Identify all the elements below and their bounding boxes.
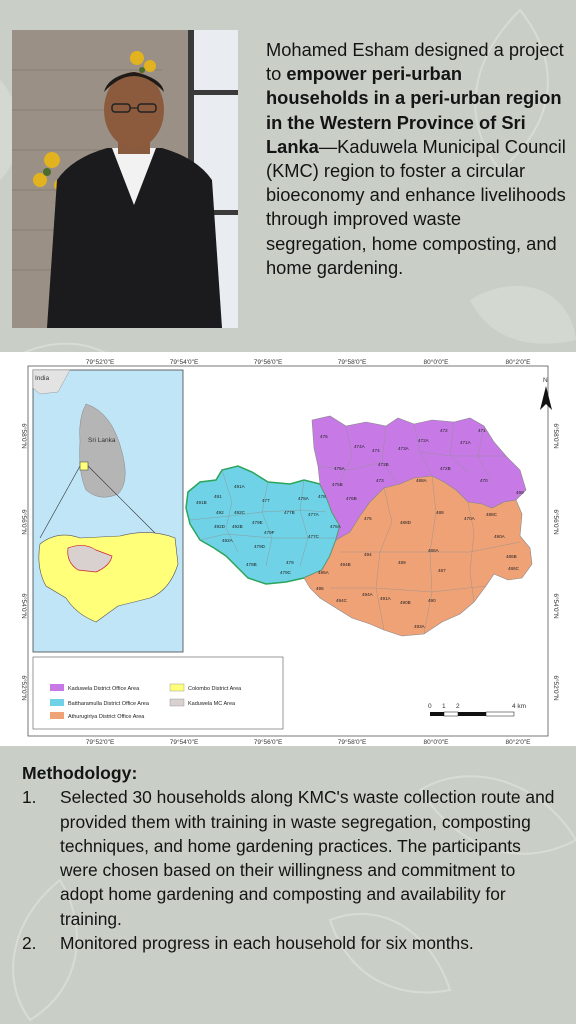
top-coord-4: 79°58'0"E (337, 359, 367, 366)
ward-label: 469 (516, 490, 524, 495)
ward-label: 492C (234, 510, 245, 515)
legend-swatch-kmc (170, 699, 184, 706)
ward-label: 486A (428, 548, 439, 553)
intro-text-end: —Kaduwela Municipal Council (KMC) region to foster a circular bioeconomy and enhance livelihoods through improved waste segregation, home composting, and home gardening. (266, 135, 566, 278)
inset-label-india: India (35, 375, 50, 382)
legend-swatch-athurugiriya (50, 712, 64, 719)
ward-label: 478B (246, 562, 257, 567)
ward-label: 475 (320, 434, 328, 439)
bottom-coord-2: 79°54'0"E (169, 739, 199, 746)
legend-athurugiriya: Athurugiriya District Office Area (68, 714, 145, 720)
ward-label: 472A (418, 438, 429, 443)
bottom-coord-3: 79°56'0"E (253, 739, 283, 746)
methodology-title: Methodology: (22, 763, 138, 783)
ward-label: 493A (414, 624, 425, 629)
methodology-item-text: Selected 30 households along KMC's waste collection route and provided them with training in waste segregation, composting techniques, and home gardening practices. The participants were chosen based on their willingness and commitment to adopt home gardening and composting and availability for training. (60, 787, 555, 929)
right-coord-2: 6°56'0"N (552, 509, 559, 535)
ward-label: 479E (252, 520, 263, 525)
north-label: N (543, 377, 548, 384)
ward-label: 491A (380, 596, 391, 601)
ward-label: 476 (364, 516, 372, 521)
ward-label: 492D (214, 524, 225, 529)
ward-label: 478A (298, 496, 309, 501)
inset-label-srilanka: Sri Lanka (88, 437, 116, 444)
methodology-item-text: Monitored progress in each household for six months. (60, 933, 474, 954)
ward-label: 486B (506, 554, 517, 559)
ward-label: 477B (284, 510, 295, 515)
ward-label: 491B (196, 500, 207, 505)
inset-map (33, 370, 183, 652)
ward-label: 471 (478, 428, 486, 433)
ward-label: 478 (318, 494, 326, 499)
ward-label: 475A (334, 466, 345, 471)
ward-label: 474 (372, 448, 380, 453)
ward-label: 494C (336, 598, 347, 603)
intro-paragraph (266, 38, 566, 280)
ward-label: 474A (354, 444, 365, 449)
ward-label: 470A (464, 516, 475, 521)
ward-label: 479 (286, 560, 294, 565)
left-coord-4: 6°52'0"N (20, 675, 27, 701)
legend-colombo: Colombo District Area (188, 686, 242, 692)
top-coord-2: 79°54'0"E (169, 359, 199, 366)
methodology-item-number: 2. (22, 933, 37, 954)
legend-kaduwela: Kaduwela District Office Area (68, 686, 140, 692)
legend-swatch-kaduwela (50, 684, 64, 691)
ward-label: 471A (460, 440, 471, 445)
methodology-item-number: 1. (22, 787, 37, 808)
bottom-coord-6: 80°2'0"E (505, 739, 531, 746)
ward-label: 488A (416, 478, 427, 483)
right-coord-1: 6°58'0"N (552, 423, 559, 449)
bottom-coord-5: 80°0'0"E (423, 739, 449, 746)
portrait-photo (12, 30, 238, 328)
top-coord-3: 79°56'0"E (253, 359, 283, 366)
scale-tick-2: 2 (456, 703, 460, 710)
ward-label: 472B (440, 466, 451, 471)
intro-text-start: Mohamed Esham designed a project to (266, 39, 564, 85)
bottom-coord-4: 79°58'0"E (337, 739, 367, 746)
ward-label: 473B (378, 462, 389, 467)
left-coord-2: 6°56'0"N (20, 509, 27, 535)
ward-label: 492 (216, 510, 224, 515)
ward-label: 477A (308, 512, 319, 517)
scale-tick-0: 0 (428, 703, 432, 710)
top-coord-6: 80°2'0"E (505, 359, 531, 366)
ward-label: 490B (400, 600, 411, 605)
ward-label: 494B (340, 562, 351, 567)
scale-tick-1: 1 (442, 703, 446, 710)
ward-label: 477 (262, 498, 270, 503)
bottom-coord-1: 79°52'0"E (85, 739, 115, 746)
ward-label: 475B (332, 482, 343, 487)
ward-label: 473A (398, 446, 409, 451)
ward-label: 494A (362, 592, 373, 597)
methodology-section (22, 761, 562, 955)
legend-battaramulla: Battharamulla District Office Area (68, 701, 149, 707)
ward-label: 494 (364, 552, 372, 557)
ward-label: 470 (480, 478, 488, 483)
right-coord-4: 6°52'0"N (552, 675, 559, 701)
left-coord-3: 6°54'0"N (20, 593, 27, 619)
legend-swatch-colombo (170, 684, 184, 691)
top-coord-5: 80°0'0"E (423, 359, 449, 366)
intro-bold-text: empower peri-urban households in a peri-urban region in the Western Province of Sri Lanka (266, 63, 562, 157)
ward-label: 495A (318, 570, 329, 575)
left-coord-1: 6°58'0"N (20, 423, 27, 449)
methodology-list (22, 785, 562, 955)
ward-label: 488C (486, 512, 497, 517)
ward-label: 476A (330, 524, 341, 529)
ward-label: 487 (438, 568, 446, 573)
ward-label: 479F (264, 530, 275, 535)
ward-label: 477C (308, 534, 319, 539)
legend-swatch-battaramulla (50, 699, 64, 706)
map-legend (33, 657, 283, 729)
top-coord-1: 79°52'0"E (85, 359, 115, 366)
ward-label: 488 (436, 510, 444, 515)
ward-label: 492B (232, 524, 243, 529)
ward-label: 472 (440, 428, 448, 433)
ward-label: 491A (234, 484, 245, 489)
ward-label: 490 (428, 598, 436, 603)
ward-label: 489 (398, 560, 406, 565)
ward-label: 476B (346, 496, 357, 501)
ward-label: 490A (494, 534, 505, 539)
ward-label: 492A (222, 538, 233, 543)
ward-label: 491 (214, 494, 222, 499)
methodology-item (22, 785, 562, 931)
ward-label: 479C (280, 570, 291, 575)
ward-label: 495 (316, 586, 324, 591)
study-area-map (0, 352, 576, 746)
ward-label: 473 (376, 478, 384, 483)
scale-tick-4: 4 km (512, 703, 527, 710)
right-coord-3: 6°54'0"N (552, 593, 559, 619)
ward-label: 486C (508, 566, 519, 571)
methodology-item (22, 931, 562, 955)
ward-label: 488D (400, 520, 411, 525)
legend-kmc: Kaduwela MC Area (188, 701, 236, 707)
ward-label: 479D (254, 544, 265, 549)
